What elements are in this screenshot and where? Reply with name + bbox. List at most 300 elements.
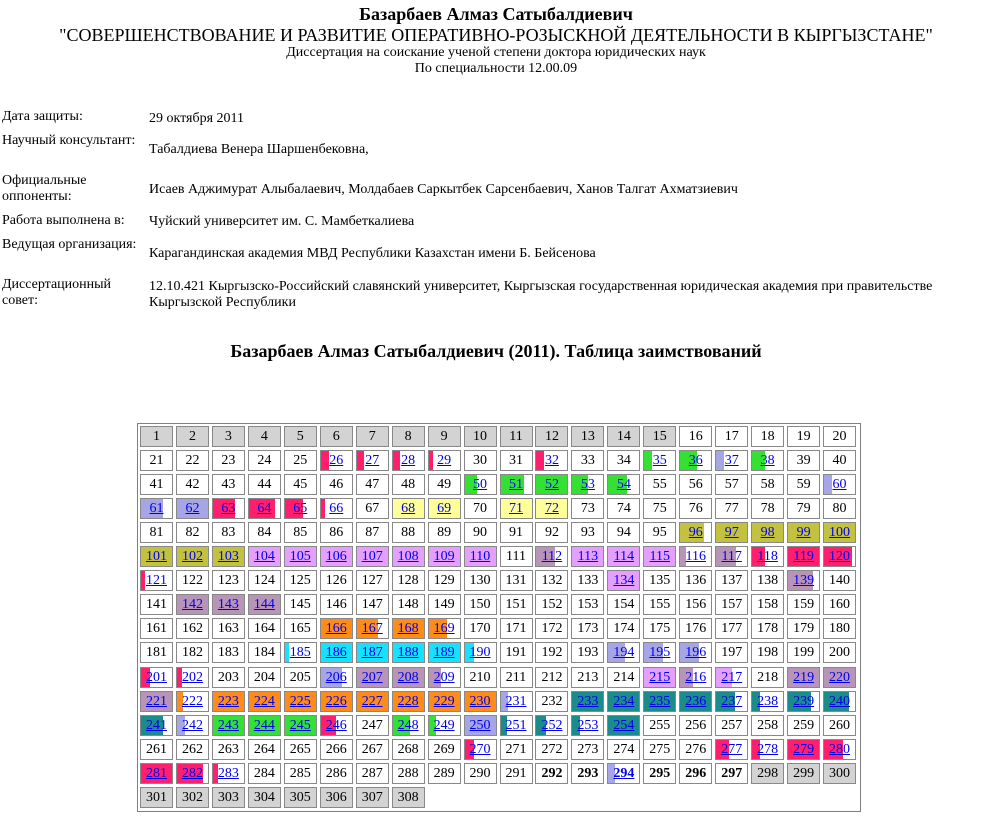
page-cell-285 (284, 763, 317, 784)
page-number[interactable]: 195 (649, 645, 671, 661)
page-number[interactable]: 230 (469, 693, 491, 709)
page-cell-233[interactable] (571, 691, 604, 712)
page-number[interactable]: 216 (685, 669, 707, 685)
page-cell-171 (500, 618, 533, 639)
page-cell-227[interactable] (356, 691, 389, 712)
page-cell-133 (571, 570, 604, 591)
page-cell-27[interactable] (356, 450, 389, 471)
page-cell-99[interactable] (787, 522, 820, 543)
page-cell-246[interactable] (320, 715, 353, 736)
page-cell-98[interactable] (751, 522, 784, 543)
page-number[interactable]: 243 (217, 717, 239, 733)
page-cell-225[interactable] (284, 691, 317, 712)
page-cell-277[interactable] (715, 739, 748, 760)
page-cell-63[interactable] (212, 498, 245, 519)
borrowing-fill (321, 499, 326, 518)
page-number[interactable]: 279 (793, 741, 815, 757)
page-cell-109[interactable] (428, 546, 461, 567)
page-number[interactable]: 235 (649, 693, 671, 709)
page-cell-112[interactable] (535, 546, 568, 567)
page-number[interactable]: 188 (397, 645, 419, 661)
page-number[interactable]: 220 (829, 669, 851, 685)
page-number[interactable]: 242 (181, 717, 203, 733)
page-number[interactable]: 245 (289, 717, 311, 733)
page-number: 156 (685, 597, 707, 613)
page-number[interactable]: 227 (361, 693, 383, 709)
page-cell-139[interactable] (787, 570, 820, 591)
page-number[interactable]: 107 (361, 549, 383, 565)
page-cell-238[interactable] (751, 691, 784, 712)
page-number: 39 (796, 453, 811, 469)
page-cell-103[interactable] (212, 546, 245, 567)
page-cell-291 (500, 763, 533, 784)
page-cell-242[interactable] (176, 715, 209, 736)
page-number[interactable]: 185 (289, 645, 311, 661)
page-number: 267 (361, 741, 383, 757)
page-number[interactable]: 66 (329, 501, 344, 517)
page-cell-206[interactable] (320, 667, 353, 688)
page-number: 265 (289, 741, 311, 757)
page-number[interactable]: 139 (793, 573, 815, 589)
page-cell-4 (248, 426, 281, 447)
page-number[interactable]: 37 (724, 453, 739, 469)
page-cell-113[interactable] (571, 546, 604, 567)
page-cell-114[interactable] (607, 546, 640, 567)
page-cell-97[interactable] (715, 522, 748, 543)
page-cell-222[interactable] (176, 691, 209, 712)
page-cell-288 (392, 763, 425, 784)
page-number[interactable]: 221 (146, 693, 167, 709)
page-cell-119[interactable] (787, 546, 820, 567)
page-cell-38[interactable] (751, 450, 784, 471)
page-number[interactable]: 217 (721, 669, 743, 685)
page-number[interactable]: 201 (146, 669, 167, 685)
page-cell-236[interactable] (679, 691, 712, 712)
page-number[interactable]: 280 (829, 741, 851, 757)
page-number: 275 (649, 741, 671, 757)
page-number[interactable]: 196 (685, 645, 707, 661)
page-cell-244[interactable] (248, 715, 281, 736)
page-number[interactable]: 143 (217, 597, 239, 613)
page-cell-106[interactable] (320, 546, 353, 567)
page-cell-64[interactable] (248, 498, 281, 519)
page-number[interactable]: 97 (724, 525, 739, 541)
page-number[interactable]: 282 (181, 765, 203, 781)
page-number: 289 (433, 765, 455, 781)
page-cell-117[interactable] (715, 546, 748, 567)
page-cell-229[interactable] (428, 691, 461, 712)
page-number[interactable]: 208 (397, 669, 419, 685)
page-number[interactable]: 225 (289, 693, 311, 709)
page-number: 305 (289, 789, 311, 805)
page-number: 2 (188, 429, 196, 444)
page-number[interactable]: 250 (469, 717, 491, 733)
page-number: 9 (440, 429, 448, 444)
page-cell-252[interactable] (535, 715, 568, 736)
page-number[interactable]: 187 (361, 645, 383, 661)
page-number: 55 (652, 477, 667, 493)
page-cell-120[interactable] (823, 546, 856, 567)
page-number[interactable]: 144 (253, 597, 275, 613)
page-cell-190[interactable] (464, 642, 497, 663)
page-cell-130 (464, 570, 497, 591)
page-cell-249[interactable] (428, 715, 461, 736)
page-number[interactable]: 252 (541, 717, 563, 733)
page-cell-201[interactable] (140, 667, 173, 688)
page-number: 308 (397, 789, 419, 805)
page-cell-110[interactable] (464, 546, 497, 567)
page-number[interactable]: 98 (760, 525, 775, 541)
page-cell-167[interactable] (356, 618, 389, 639)
page-cell-231[interactable] (500, 691, 533, 712)
page-number[interactable]: 223 (217, 693, 239, 709)
page-number[interactable]: 189 (433, 645, 455, 661)
page-cell-245[interactable] (284, 715, 317, 736)
page-cell-280[interactable] (823, 739, 856, 760)
page-cell-282[interactable] (176, 763, 209, 784)
page-number[interactable]: 36 (688, 453, 703, 469)
page-cell-240[interactable] (823, 691, 856, 712)
page-cell-70 (464, 498, 497, 519)
page-cell-224[interactable] (248, 691, 281, 712)
page-cell-69[interactable] (428, 498, 461, 519)
page-number: 181 (146, 645, 167, 661)
page-number[interactable]: 96 (688, 525, 703, 541)
page-number[interactable]: 106 (325, 549, 347, 565)
page-number: 87 (365, 525, 380, 541)
page-number[interactable]: 110 (469, 549, 491, 565)
page-number[interactable]: 239 (793, 693, 815, 709)
page-cell-189[interactable] (428, 642, 461, 663)
page-cell-115[interactable] (643, 546, 676, 567)
page-cell-300 (823, 763, 856, 784)
page-number[interactable]: 27 (365, 453, 380, 469)
page-number: 83 (221, 525, 236, 541)
page-number[interactable]: 69 (437, 501, 452, 517)
page-number[interactable]: 32 (544, 453, 559, 469)
page-number[interactable]: 246 (325, 717, 347, 733)
page-cell-219[interactable] (787, 667, 820, 688)
page-number: 274 (613, 741, 635, 757)
page-number: 23 (221, 453, 236, 469)
page-cell-179 (787, 618, 820, 639)
page-cell-118[interactable] (751, 546, 784, 567)
page-cell-241[interactable] (140, 715, 173, 736)
page-number[interactable]: 237 (721, 693, 743, 709)
page-number: 82 (185, 525, 200, 541)
page-number[interactable]: 114 (613, 549, 635, 565)
page-cell-294[interactable] (607, 763, 640, 784)
page-cell-169[interactable] (428, 618, 461, 639)
page-number[interactable]: 72 (544, 501, 559, 517)
page-number: 56 (688, 477, 703, 493)
page-cell-101[interactable] (140, 546, 173, 567)
page-cell-248[interactable] (392, 715, 425, 736)
page-number[interactable]: 53 (580, 477, 595, 493)
page-number[interactable]: 113 (577, 549, 599, 565)
borrowing-fill (429, 451, 434, 470)
info-row-defense-date (2, 109, 992, 133)
page-cell-215[interactable] (643, 667, 676, 688)
page-number[interactable]: 38 (760, 453, 775, 469)
page-number[interactable]: 134 (613, 573, 635, 589)
page-number[interactable]: 109 (433, 549, 455, 565)
page-number[interactable]: 251 (505, 717, 527, 733)
page-cell-26[interactable] (320, 450, 353, 471)
page-number: 13 (580, 429, 595, 444)
page-number[interactable]: 209 (433, 669, 455, 685)
page-number[interactable]: 219 (793, 669, 815, 685)
page-number: 162 (181, 621, 203, 637)
page-number[interactable]: 65 (293, 501, 308, 517)
page-number[interactable]: 99 (796, 525, 811, 541)
page-number[interactable]: 116 (685, 549, 706, 565)
page-number: 191 (505, 645, 527, 661)
page-number[interactable]: 278 (757, 741, 779, 757)
page-cell-65[interactable] (284, 498, 317, 519)
page-cell-256 (679, 715, 712, 736)
page-number[interactable]: 167 (361, 621, 383, 637)
page-cell-270[interactable] (464, 739, 497, 760)
page-cell-200 (823, 642, 856, 663)
page-number[interactable]: 115 (649, 549, 671, 565)
page-number[interactable]: 207 (361, 669, 383, 685)
page-cell-53[interactable] (571, 474, 604, 495)
page-number: 14 (616, 429, 631, 444)
page-number[interactable]: 294 (613, 765, 635, 781)
page-cell-100[interactable] (823, 522, 856, 543)
page-number: 59 (796, 477, 811, 493)
page-cell-66[interactable] (320, 498, 353, 519)
page-number: 133 (577, 573, 599, 589)
page-number[interactable]: 62 (185, 501, 200, 517)
page-cell-142[interactable] (176, 594, 209, 615)
page-number[interactable]: 236 (685, 693, 707, 709)
page-number: 268 (397, 741, 419, 757)
page-number[interactable]: 238 (757, 693, 779, 709)
page-cell-71[interactable] (500, 498, 533, 519)
page-number[interactable]: 121 (146, 573, 167, 589)
page-number[interactable]: 226 (325, 693, 347, 709)
page-number[interactable]: 51 (509, 477, 523, 493)
page-number: 297 (721, 765, 743, 781)
page-cell-250[interactable] (464, 715, 497, 736)
page-number[interactable]: 71 (509, 501, 523, 517)
page-cell-134[interactable] (607, 570, 640, 591)
page-cell-102[interactable] (176, 546, 209, 567)
page-cell-196[interactable] (679, 642, 712, 663)
page-number[interactable]: 108 (397, 549, 419, 565)
page-number[interactable]: 120 (829, 549, 851, 565)
page-number[interactable]: 215 (649, 669, 671, 685)
page-number[interactable]: 142 (181, 597, 203, 613)
page-number[interactable]: 64 (257, 501, 272, 517)
page-cell-54[interactable] (607, 474, 640, 495)
page-number[interactable]: 119 (793, 549, 814, 565)
page-number: 20 (832, 429, 847, 444)
page-number[interactable]: 105 (289, 549, 311, 565)
page-cell-217[interactable] (715, 667, 748, 688)
page-cell-68[interactable] (392, 498, 425, 519)
page-cell-266 (320, 739, 353, 760)
page-number[interactable]: 100 (829, 525, 851, 541)
page-cell-104[interactable] (248, 546, 281, 567)
page-cell-60[interactable] (823, 474, 856, 495)
page-cell-28[interactable] (392, 450, 425, 471)
page-number: 81 (149, 525, 164, 541)
page-number[interactable]: 241 (146, 717, 167, 733)
page-number[interactable]: 101 (146, 549, 167, 565)
page-cell-144[interactable] (248, 594, 281, 615)
page-cell-35[interactable] (643, 450, 676, 471)
page-number[interactable]: 228 (397, 693, 419, 709)
page-number[interactable]: 112 (541, 549, 563, 565)
page-cell-202[interactable] (176, 667, 209, 688)
page-cell-228[interactable] (392, 691, 425, 712)
page-cell-161 (140, 618, 173, 639)
page-cell-32[interactable] (535, 450, 568, 471)
page-number[interactable]: 166 (325, 621, 347, 637)
page-cell-96[interactable] (679, 522, 712, 543)
page-cell-183 (212, 642, 245, 663)
page-cell-251[interactable] (500, 715, 533, 736)
page-cell-52[interactable] (535, 474, 568, 495)
page-cell-223[interactable] (212, 691, 245, 712)
page-number[interactable]: 190 (469, 645, 491, 661)
page-cell-143[interactable] (212, 594, 245, 615)
page-number: 3 (224, 429, 232, 444)
page-number[interactable]: 270 (469, 741, 491, 757)
page-cell-107[interactable] (356, 546, 389, 567)
page-cell-221[interactable] (140, 691, 173, 712)
page-number[interactable]: 103 (217, 549, 239, 565)
page-cell-168[interactable] (392, 618, 425, 639)
page-cell-239[interactable] (787, 691, 820, 712)
page-number: 10 (473, 429, 488, 444)
page-cell-59 (787, 474, 820, 495)
page-number[interactable]: 54 (616, 477, 631, 493)
page-cell-186[interactable] (320, 642, 353, 663)
page-cell-195[interactable] (643, 642, 676, 663)
page-number: 88 (401, 525, 416, 541)
page-number: 179 (793, 621, 815, 637)
page-cell-121[interactable] (140, 570, 173, 591)
page-cell-193 (571, 642, 604, 663)
page-number[interactable]: 253 (577, 717, 599, 733)
page-number[interactable]: 26 (329, 453, 344, 469)
page-cell-73 (571, 498, 604, 519)
page-cell-278[interactable] (751, 739, 784, 760)
page-cell-209[interactable] (428, 667, 461, 688)
page-number[interactable]: 222 (181, 693, 203, 709)
page-cell-253[interactable] (571, 715, 604, 736)
page-number[interactable]: 206 (325, 669, 347, 685)
page-cell-235[interactable] (643, 691, 676, 712)
page-cell-243[interactable] (212, 715, 245, 736)
page-number[interactable]: 229 (433, 693, 455, 709)
page-cell-254[interactable] (607, 715, 640, 736)
page-number[interactable]: 254 (613, 717, 635, 733)
page-cell-50[interactable] (464, 474, 497, 495)
page-cell-166[interactable] (320, 618, 353, 639)
page-number[interactable]: 186 (325, 645, 347, 661)
page-number[interactable]: 63 (221, 501, 236, 517)
page-cell-208[interactable] (392, 667, 425, 688)
page-cell-283[interactable] (212, 763, 245, 784)
page-number: 264 (253, 741, 275, 757)
page-cell-36[interactable] (679, 450, 712, 471)
page-number[interactable]: 61 (149, 501, 164, 517)
page-cell-72[interactable] (535, 498, 568, 519)
page-number[interactable]: 68 (401, 501, 416, 517)
page-number[interactable]: 231 (505, 693, 527, 709)
page-cell-216[interactable] (679, 667, 712, 688)
page-number[interactable]: 52 (544, 477, 559, 493)
page-number[interactable]: 28 (401, 453, 416, 469)
page-cell-188[interactable] (392, 642, 425, 663)
page-number[interactable]: 202 (181, 669, 203, 685)
page-number[interactable]: 244 (253, 717, 275, 733)
page-number[interactable]: 118 (757, 549, 778, 565)
page-cell-226[interactable] (320, 691, 353, 712)
page-number[interactable]: 168 (397, 621, 419, 637)
page-number[interactable]: 283 (217, 765, 239, 781)
page-number[interactable]: 224 (253, 693, 275, 709)
borrowing-fill (644, 451, 652, 470)
page-cell-237[interactable] (715, 691, 748, 712)
page-cell-61[interactable] (140, 498, 173, 519)
page-cell-62[interactable] (176, 498, 209, 519)
page-number[interactable]: 35 (652, 453, 667, 469)
page-cell-234[interactable] (607, 691, 640, 712)
page-cell-95 (643, 522, 676, 543)
page-number[interactable]: 248 (397, 717, 419, 733)
page-cell-108[interactable] (392, 546, 425, 567)
page-number: 180 (829, 621, 851, 637)
page-number[interactable]: 50 (473, 477, 488, 493)
page-number[interactable]: 233 (577, 693, 599, 709)
page-cell-29[interactable] (428, 450, 461, 471)
page-cell-194[interactable] (607, 642, 640, 663)
page-number[interactable]: 277 (721, 741, 743, 757)
page-cell-185[interactable] (284, 642, 317, 663)
page-cell-116[interactable] (679, 546, 712, 567)
page-number[interactable]: 60 (832, 477, 847, 493)
page-cell-230[interactable] (464, 691, 497, 712)
page-cell-279[interactable] (787, 739, 820, 760)
page-number[interactable]: 104 (253, 549, 275, 565)
page-number[interactable]: 102 (181, 549, 203, 565)
page-number[interactable]: 194 (613, 645, 635, 661)
page-number[interactable]: 249 (433, 717, 455, 733)
page-number[interactable]: 117 (721, 549, 742, 565)
page-cell-220[interactable] (823, 667, 856, 688)
page-cell-281[interactable] (140, 763, 173, 784)
page-cell-51[interactable] (500, 474, 533, 495)
page-number[interactable]: 29 (437, 453, 452, 469)
page-cell-207[interactable] (356, 667, 389, 688)
page-cell-187[interactable] (356, 642, 389, 663)
page-number[interactable]: 234 (613, 693, 635, 709)
page-number[interactable]: 169 (433, 621, 455, 637)
page-cell-105[interactable] (284, 546, 317, 567)
page-number[interactable]: 281 (146, 765, 167, 781)
page-number[interactable]: 240 (829, 693, 851, 709)
page-number: 301 (146, 789, 167, 805)
page-cell-37[interactable] (715, 450, 748, 471)
page-cell-90 (464, 522, 497, 543)
page-cell-56 (679, 474, 712, 495)
